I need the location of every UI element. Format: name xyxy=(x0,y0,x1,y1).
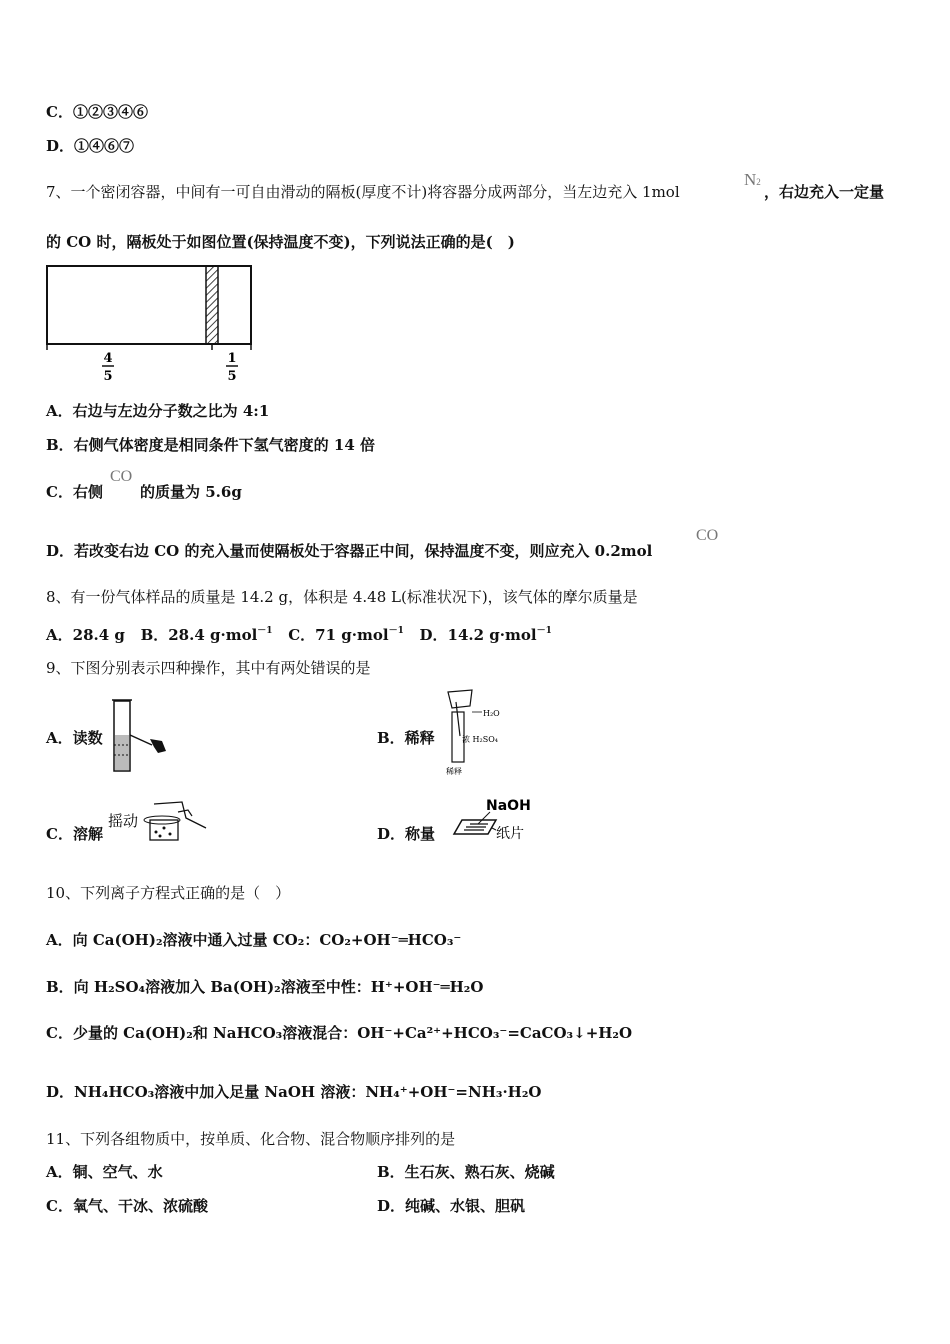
left-fraction-denominator: 5 xyxy=(103,369,113,384)
q10-option-c: C．少量的 Ca(OH)₂和 NaHCO₃溶液混合：OH⁻+Ca²⁺+HCO₃⁻=CaCO₃↓+H₂O xyxy=(46,1024,633,1042)
q7-option-d-co: CO xyxy=(696,527,719,544)
q8-options xyxy=(46,621,552,645)
naoh-label: NaOH xyxy=(486,798,531,814)
q8-option-b: B．28.4 g·mol$^{-1}$ xyxy=(140,626,273,644)
q7-option-d: D．若改变右边 CO 的充入量而使隔板处于容器正中间，保持温度不变，则应充入 0.2mol xyxy=(46,542,653,560)
q7-option-b: B．右侧气体密度是相同条件下氢气密度的 14 倍 xyxy=(46,436,375,454)
q11-option-d: D．纯碱、水银、胆矾 xyxy=(377,1197,526,1215)
acid-label: 浓 H₂SO₄ xyxy=(462,735,498,744)
q10-option-b: B．向 H₂SO₄溶液加入 Ba(OH)₂溶液至中性：H⁺+OH⁻═H₂O xyxy=(46,978,484,996)
q6-option-c: C．①②③④⑥ xyxy=(46,103,148,121)
q9-option-a: A．读数 xyxy=(46,729,103,747)
q11-option-c: C．氧气、干冰、浓硫酸 xyxy=(46,1197,208,1215)
q7-option-c-part-a: C．右侧 xyxy=(46,483,103,501)
dilution-caption: 稀释 xyxy=(446,767,462,776)
container-diagram xyxy=(46,264,256,384)
q7-stem-part-b: ，右边充入一定量 xyxy=(764,183,885,201)
q7-stem-line1 xyxy=(46,182,680,202)
eye-icon xyxy=(150,739,166,753)
q11-option-a: A．铜、空气、水 xyxy=(46,1163,163,1181)
q9-option-d: D．称量 xyxy=(377,825,436,843)
paper-label: 纸片 xyxy=(496,826,524,842)
q8-option-d: D．14.2 g·mol$^{-1}$ xyxy=(419,626,552,644)
q11-option-b: B．生石灰、熟石灰、烧碱 xyxy=(377,1163,555,1181)
q9-option-c: C．溶解 xyxy=(46,825,103,843)
graduated-cylinder-reading-figure xyxy=(106,697,176,777)
q7-option-a: A．右边与左边分子数之比为 4:1 xyxy=(46,402,270,420)
q6-option-d: D．①④⑥⑦ xyxy=(46,137,135,155)
q9-option-b: B．稀释 xyxy=(377,729,435,747)
right-fraction-numerator: 1 xyxy=(227,351,237,366)
right-fraction-denominator: 5 xyxy=(227,369,237,384)
q8-option-c: C．71 g·mol$^{-1}$ xyxy=(288,626,404,644)
q10-stem: 10、下列离子方程式正确的是（ ） xyxy=(46,884,291,902)
water-label: H₂O xyxy=(483,709,500,718)
weighing-figure xyxy=(444,796,554,846)
dilution-figure xyxy=(442,688,512,780)
q8-stem: 8、有一份气体样品的质量是 14.2 g，体积是 4.48 L(标准状况下)，该气体的摩尔质量是 xyxy=(46,588,638,606)
q7-option-c-co: CO xyxy=(110,468,133,485)
q11-stem: 11、下列各组物质中，按单质、化合物、混合物顺序排列的是 xyxy=(46,1130,456,1148)
q9-stem: 9、下图分别表示四种操作，其中有两处错误的是 xyxy=(46,659,371,677)
sliding-partition xyxy=(206,266,218,344)
container-outline xyxy=(47,266,251,344)
shake-label: 摇动 xyxy=(108,812,139,830)
dissolving-figure xyxy=(106,798,216,848)
q7-n2-formula: N2 xyxy=(744,170,761,189)
q7-stem-part-a: 7、一个密闭容器，中间有一可自由滑动的隔板(厚度不计)将容器分成两部分，当左边充入 1mol xyxy=(46,183,680,201)
q10-option-a: A．向 Ca(OH)₂溶液中通入过量 CO₂：CO₂+OH⁻═HCO₃⁻ xyxy=(46,931,462,949)
left-fraction-numerator: 4 xyxy=(103,351,113,366)
q7-option-c-part-b: 的质量为 5.6g xyxy=(140,483,242,501)
q10-option-d: D．NH₄HCO₃溶液中加入足量 NaOH 溶液：NH₄⁺+OH⁻=NH₃·H₂O xyxy=(46,1083,542,1101)
q8-option-a: A．28.4 g xyxy=(46,626,125,644)
water-beaker xyxy=(448,690,472,708)
q7-stem-line2: 的 CO 时，隔板处于如图位置(保持温度不变)，下列说法正确的是( ) xyxy=(46,233,515,251)
